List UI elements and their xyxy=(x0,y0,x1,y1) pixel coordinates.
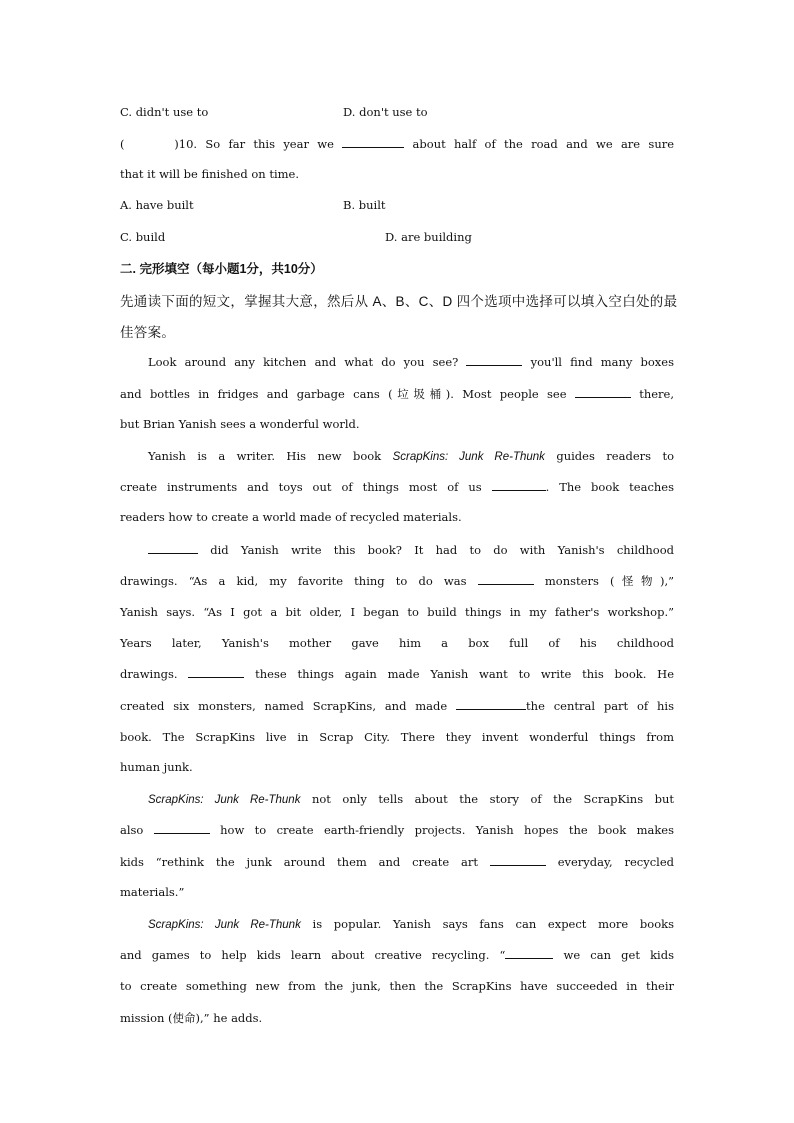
passage-line xyxy=(120,698,674,714)
q10-stem-a: 10. So far this year we xyxy=(178,137,334,151)
passage-text: everyday, recycled xyxy=(557,855,675,869)
passage-line: mission (使命),” he adds. xyxy=(120,1011,263,1025)
passage-text: we can get kids xyxy=(563,948,674,962)
passage-line xyxy=(120,666,674,682)
passage-text: is popular. Yanish says fans can expect more books xyxy=(312,917,674,931)
passage-blank-7[interactable] xyxy=(456,699,526,710)
passage-line xyxy=(120,386,674,402)
passage-text: there, xyxy=(639,387,674,401)
passage-text: you'll find many boxes xyxy=(530,355,674,369)
passage-text: drawings. “As a kid, my favorite thing to do was xyxy=(120,574,467,588)
passage-line xyxy=(148,916,674,932)
passage-blank-6[interactable] xyxy=(188,667,244,678)
passage-text: the central part of his xyxy=(526,699,675,713)
section-instruction-line-1: 先通读下面的短文，掌握其大意，然后从 A、B、C、D 四个选项中选择可以填入空白处的最 xyxy=(120,294,678,309)
passage-blank-4[interactable] xyxy=(148,543,198,554)
passage-text: drawings. xyxy=(120,667,178,681)
passage-text: . The book teaches xyxy=(545,480,674,494)
passage-text: also xyxy=(120,823,144,837)
passage-blank-9[interactable] xyxy=(490,855,546,866)
passage-text: and games to help kids learn about creative recycling. “ xyxy=(120,948,506,962)
passage-text: how to create earth-friendly projects. Yanish hopes the book makes xyxy=(220,823,675,837)
q10-blank[interactable] xyxy=(342,137,404,148)
passage-text: create instruments and toys out of things most of us xyxy=(120,480,482,494)
passage-line xyxy=(120,947,674,963)
passage-line: human junk. xyxy=(120,760,193,774)
passage-text: not only tells about the story of the ScrapKins but xyxy=(311,792,675,806)
passage-line: materials.” xyxy=(120,885,185,899)
passage-blank-5[interactable] xyxy=(478,574,534,585)
passage-text: kids “rethink the junk around them and create art xyxy=(120,855,478,869)
passage-text: guides readers to xyxy=(556,449,675,463)
passage-line xyxy=(120,573,674,589)
passage-blank-10[interactable] xyxy=(505,948,553,959)
passage-text: Look around any kitchen and what do you see? xyxy=(148,355,459,369)
passage-blank-1[interactable] xyxy=(466,355,522,366)
passage-line xyxy=(148,448,674,464)
answer-paren: ( ) xyxy=(120,137,179,151)
passage-line: readers how to create a world made of recycled materials. xyxy=(120,510,462,524)
q10-option-c: C. build xyxy=(120,230,166,244)
passage-text: Yanish is a writer. His new book xyxy=(148,449,382,463)
passage-line xyxy=(148,542,674,558)
q10-stem-b: about half of the road and we are sure xyxy=(412,137,675,151)
passage-blank-2[interactable] xyxy=(575,387,631,398)
passage-text: created six monsters, named ScrapKins, and made xyxy=(120,699,448,713)
passage-text: monsters (怪物),” xyxy=(544,574,675,588)
q9-option-d: D. don't use to xyxy=(343,105,428,119)
passage-text: and bottles in fridges and garbage cans (垃圾桶). Most people see xyxy=(120,387,567,401)
passage-line xyxy=(120,822,674,838)
section-heading: 二. 完形填空（每小题1分，共10分） xyxy=(120,262,323,276)
passage-line xyxy=(120,479,674,495)
passage-line: Years later, Yanish's mother gave him a box full of his childhood xyxy=(120,636,674,650)
passage-line: book. The ScrapKins live in Scrap City. There they invent wonderful things from xyxy=(120,730,674,744)
book-title: ScrapKins: Junk Re-Thunk xyxy=(392,451,545,463)
passage-line: to create something new from the junk, then the ScrapKins have succeeded in their xyxy=(120,979,674,993)
q10-stem-line-2: that it will be finished on time. xyxy=(120,167,300,181)
passage-line xyxy=(148,791,674,807)
passage-line: Yanish says. “As I got a bit older, I began to build things in my father's workshop.” xyxy=(120,605,674,619)
passage-blank-3[interactable] xyxy=(492,480,546,491)
book-title: ScrapKins: Junk Re-Thunk xyxy=(148,794,301,806)
q10-option-a: A. have built xyxy=(120,198,194,212)
q10-option-b: B. built xyxy=(343,198,386,212)
q10-stem-line-1 xyxy=(120,136,674,152)
section-instruction-line-2: 佳答案。 xyxy=(120,325,176,340)
passage-line xyxy=(148,354,674,370)
passage-blank-8[interactable] xyxy=(154,823,210,834)
passage-text: did Yanish write this book? It had to do with Yanish's childhood xyxy=(210,543,674,557)
q9-option-c: C. didn't use to xyxy=(120,105,209,119)
q10-option-d: D. are building xyxy=(385,230,472,244)
book-title: ScrapKins: Junk Re-Thunk xyxy=(148,919,301,931)
passage-text: these things again made Yanish want to write this book. He xyxy=(255,667,675,681)
passage-line: but Brian Yanish sees a wonderful world. xyxy=(120,417,360,431)
passage-line xyxy=(120,854,674,870)
